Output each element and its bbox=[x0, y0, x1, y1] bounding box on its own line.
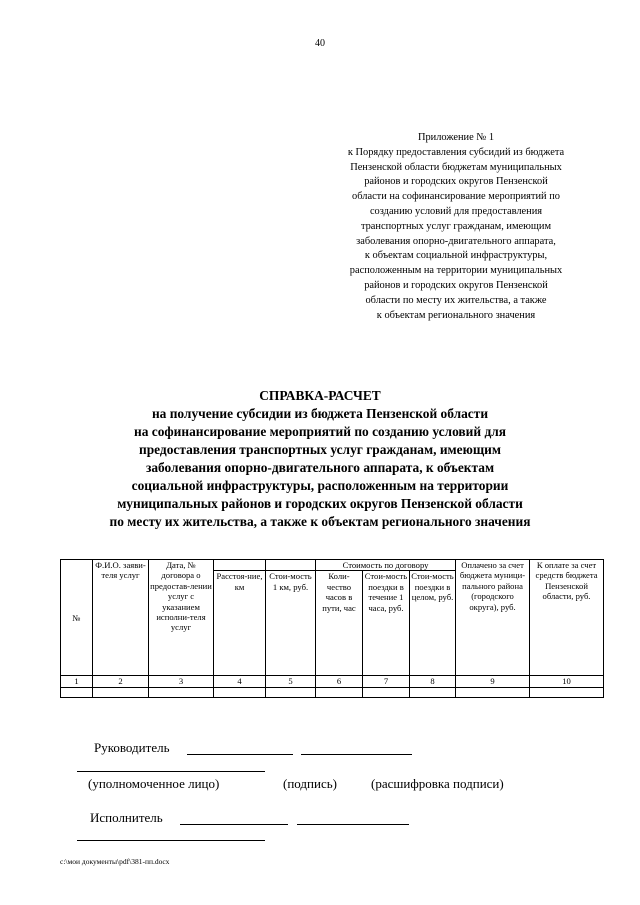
title-line: на софинансирование мероприятий по созданию условий для bbox=[134, 424, 506, 439]
column-number: 8 bbox=[410, 676, 456, 687]
title-line: по месту их жительства, а также к объектам регионального значения bbox=[109, 514, 531, 529]
column-number: 2 bbox=[93, 676, 149, 687]
appendix-line: Приложение № 1 bbox=[417, 132, 495, 143]
appendix-block bbox=[306, 131, 606, 323]
title-line: муниципальных районов и городских округов Пензенской области bbox=[117, 496, 523, 511]
appendix-line: заболевания опорно-двигательного аппарата, bbox=[356, 235, 556, 247]
appendix-line: районов и городских округов Пензенской bbox=[364, 176, 548, 188]
column-number: 7 bbox=[363, 676, 410, 687]
appendix-line: районов и городских округов Пензенской bbox=[364, 279, 548, 291]
title-heading: СПРАВКА-РАСЧЕТ bbox=[259, 388, 381, 403]
column-number: 1 bbox=[61, 676, 93, 687]
column-header: № bbox=[61, 560, 93, 676]
executor-label: Исполнитель bbox=[90, 810, 163, 825]
column-header: Коли-чество часов в пути, час bbox=[316, 571, 363, 676]
column-number: 6 bbox=[316, 676, 363, 687]
appendix-line: области по месту их жительства, а также bbox=[365, 294, 547, 306]
column-header: Расстоя-ние, км bbox=[214, 571, 266, 676]
column-header: К оплате за счет средств бюджета Пензенской области, руб. bbox=[530, 560, 604, 676]
appendix-line: транспортных услуг гражданам, имеющим bbox=[360, 220, 552, 232]
appendix-line: к объектам регионального значения bbox=[376, 309, 536, 321]
appendix-line: расположенным на территории муниципальных bbox=[349, 265, 563, 277]
calculation-table bbox=[60, 559, 604, 698]
document-title bbox=[0, 387, 640, 531]
appendix-line: созданию условий для предоставления bbox=[369, 205, 543, 217]
title-line: на получение субсидии из бюджета Пензенской области bbox=[151, 406, 489, 421]
column-header: Стои-мость поездки в течение 1 часа, руб. bbox=[363, 571, 410, 676]
authorized-person-label: (уполномоченное лицо) bbox=[88, 776, 220, 791]
appendix-line: к Порядку предоставления субсидий из бюджета bbox=[347, 146, 565, 158]
column-number-row bbox=[61, 676, 604, 687]
column-number: 9 bbox=[456, 676, 530, 687]
appendix-line: области на софинансирование мероприятий по bbox=[352, 191, 560, 203]
file-path-footer: c:\мои документы\pdf\381-пп.docx bbox=[60, 857, 170, 866]
executor-signature-line bbox=[180, 824, 288, 825]
column-header: Ф.И.О. заяви-теля услуг bbox=[93, 560, 149, 676]
head-signature-line bbox=[301, 754, 412, 755]
column-number: 10 bbox=[530, 676, 604, 687]
signature-decoding-label: (расшифровка подписи) bbox=[371, 776, 504, 791]
column-header: Стои-мость поездки в целом, руб. bbox=[410, 571, 456, 676]
authorized-person-line bbox=[77, 771, 265, 772]
head-position-line bbox=[187, 754, 293, 755]
appendix-line: к объектам социальной инфраструктуры, bbox=[364, 250, 548, 262]
head-label: Руководитель bbox=[94, 740, 170, 755]
column-number: 4 bbox=[214, 676, 266, 687]
table-empty-row bbox=[61, 687, 604, 697]
title-line: заболевания опорно-двигательного аппарата, к объектам bbox=[145, 460, 495, 475]
column-group-header: Стоимость по договору bbox=[316, 560, 456, 571]
page-number: 40 bbox=[315, 38, 325, 49]
column-header: Стои-мость 1 км, руб. bbox=[266, 571, 316, 676]
column-number: 3 bbox=[149, 676, 214, 687]
table-header-row bbox=[61, 560, 604, 571]
column-header: Дата, № договора о предостав-лении услуг с указанием исполни-теля услуг bbox=[149, 560, 214, 676]
signature-label: (подпись) bbox=[283, 776, 337, 791]
executor-extra-line bbox=[77, 840, 265, 841]
column-number: 5 bbox=[266, 676, 316, 687]
title-line: социальной инфраструктуры, расположенным на территории bbox=[131, 478, 509, 493]
executor-decoding-line bbox=[297, 824, 409, 825]
column-header: Оплачено за счет бюджета муници-пального района (городского округа), руб. bbox=[456, 560, 530, 676]
appendix-line: Пензенской области бюджетам муниципальных bbox=[350, 161, 562, 173]
title-line: предоставления транспортных услуг гражданам, имеющим bbox=[139, 442, 501, 457]
